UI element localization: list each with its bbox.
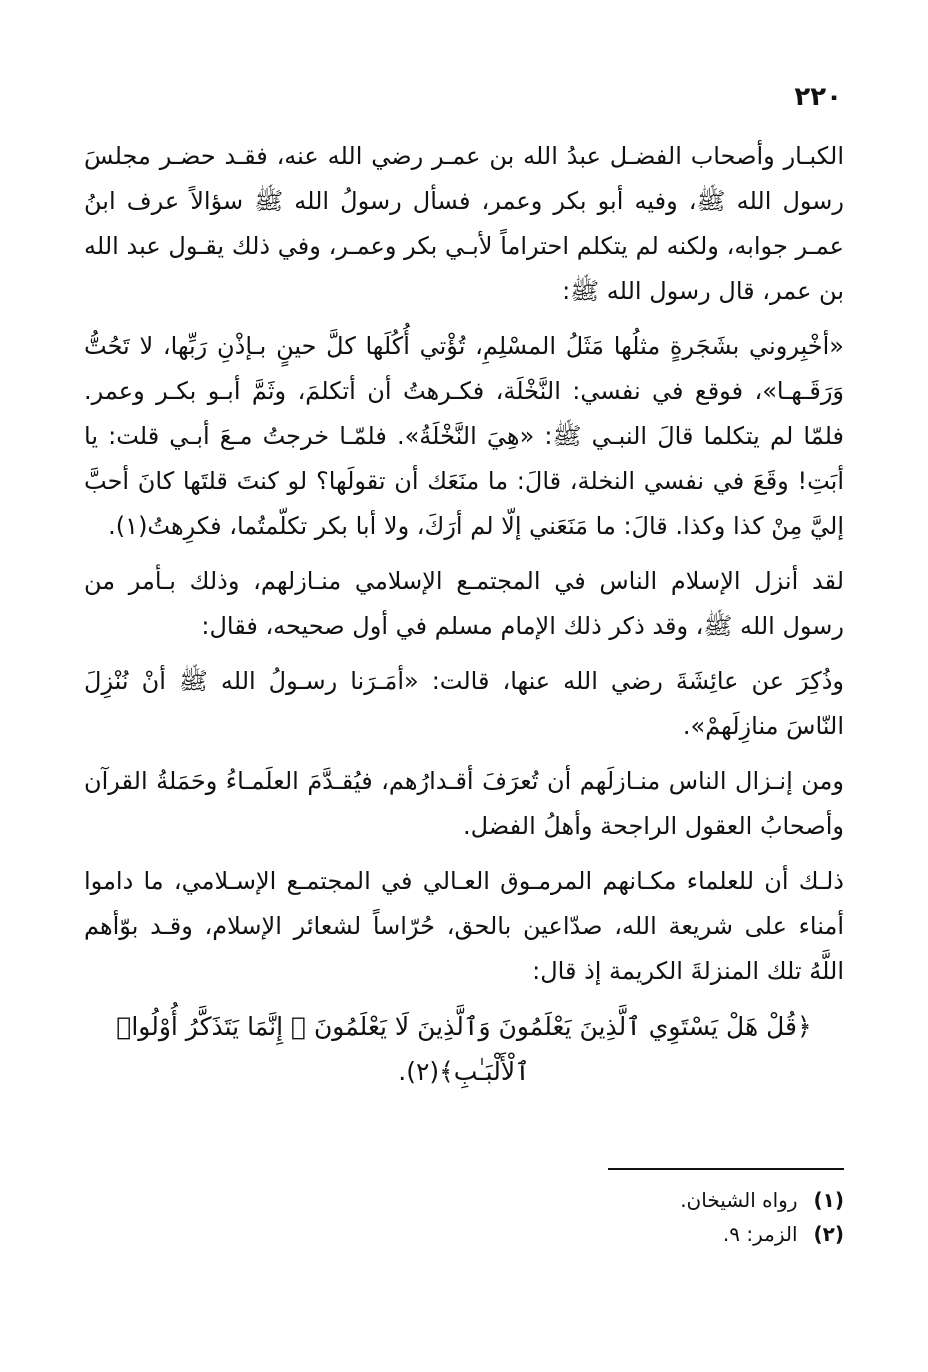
footnote-number: (١) bbox=[813, 1188, 844, 1212]
footnote-item bbox=[344, 1217, 844, 1251]
footnote-text: رواه الشيخان. bbox=[680, 1188, 798, 1212]
paragraph-islam-ranks: لقد أنزل الإسلام الناس في المجتمـع الإسلامي منـازلهم، وذلك بـأمر من رسول الله ﷺ، وقد ذكر ذلك الإمام مسلم في أول صحيحه، فقال: bbox=[84, 567, 844, 640]
footnote-number: (٢) bbox=[813, 1222, 844, 1246]
footnote-item bbox=[344, 1183, 844, 1217]
quran-verse: ﴿قُلْ هَلْ يَسْتَوِي ٱلَّذِينَ يَعْلَمُونَ وَٱلَّذِينَ لَا يَعْلَمُونَ ۗ إِنَّمَا يَتَذَكَّرُ أُوْلُوا۟ ٱلْأَلْبَـٰبِ﴾(٢). bbox=[116, 1012, 812, 1086]
paragraph-ibn-umar-intro: الكبـار وأصحاب الفضـل عبدُ الله بن عمـر رضي الله عنه، فقـد حضـر مجلسَ رسول الله ﷺ، وفيه أبو بكر وعمر، فسأل رسولُ الله ﷺ سؤالاً عرف ابنُ عمـر جوابه، ولكنه لم يتكلم احتراماً لأبـي بكر وعمـر، وفي ذلك يقـول عبد الله بن عمر، قال رسول الله ﷺ: bbox=[84, 142, 844, 305]
footnote-divider bbox=[608, 1168, 844, 1170]
main-text bbox=[84, 134, 844, 1104]
footnote-text: الزمر: ٩. bbox=[722, 1222, 798, 1246]
footnotes bbox=[344, 1183, 844, 1251]
paragraph-scholars-status: ذلـك أن للعلماء مكـانهم المرمـوق العـالي في المجتمـع الإسـلامي، ما داموا أمناء على شريعة الله، صدّاعين بالحق، حُرّاساً لشعائر الإسلام، وقـد بوّأهم اللَّهُ تلك المنزلةَ الكريمة إذ قال: bbox=[84, 867, 844, 985]
paragraph-hadith-palm-tree: «أخْبِروني بشَجَرةٍ مثلُها مَثَلُ المسْلِمِ، تُؤْتي أُكُلَها كلَّ حينٍ بـإذْنِ رَبِّها، لا تَحُتُّ وَرَقَـهـا»، فوقع في نفسي: النَّخْلَة، فكـرهتُ أن أتكلمَ، وثَمَّ أبـو بكـر وعمر. فلمّا لم يتكلما قالَ النبـي ﷺ: «هِيَ النَّخْلَةُ». فلمّـا خرجتُ مـعَ أبـي قلت: يا أبَتِ! وقَعَ في نفسي النخلة، قالَ: ما منَعَك أن تقولَها؟ لو كنتَ قلتَها كانَ أحبَّ إليَّ مِنْ كذا وكذا. قالَ: ما مَنَعَني إلّا لم أرَكَ، ولا أبا بكر تكلّمتُما، فكرِهتُ(١). bbox=[84, 332, 844, 540]
paragraph-scholars-precedence: ومن إنـزال الناس منـازلَهم أن تُعرَفَ أقـدارُهم، فيُقـدَّمَ العلَمـاءُ وحَمَلةُ القرآن وأصحابُ العقول الراجحة وأهلُ الفضل. bbox=[84, 767, 844, 840]
paragraph-aisha-narration: وذُكِرَ عن عائِشَةَ رضي الله عنها، قالت: «أمَـرَنا رسـولُ الله ﷺ أنْ نُنْزِلَ النّاسَ منازِلَهمْ». bbox=[84, 667, 844, 740]
page-number: ٢٢٠ bbox=[794, 82, 842, 112]
